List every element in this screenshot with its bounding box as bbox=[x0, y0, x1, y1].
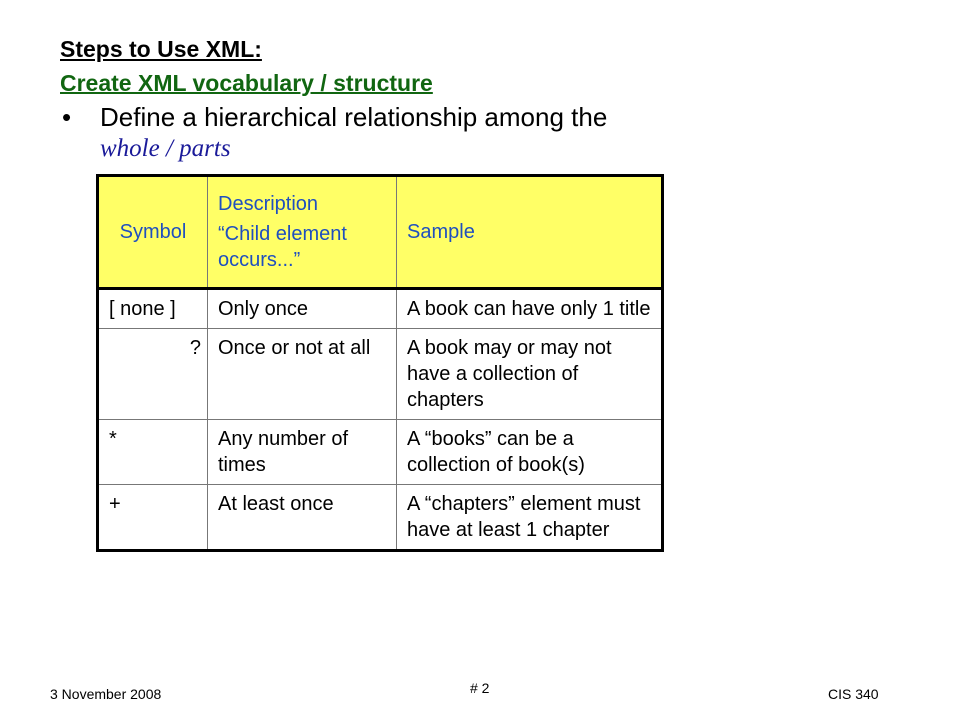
row-symbol: + bbox=[98, 485, 208, 551]
row-sample: A book may or may not have a collection of chapters bbox=[397, 329, 663, 420]
table-row bbox=[98, 420, 663, 485]
header-description-title: Description bbox=[218, 193, 319, 215]
footer-date: 3 November 2008 bbox=[50, 686, 162, 702]
row-symbol: ? bbox=[98, 329, 208, 420]
header-description bbox=[208, 176, 397, 289]
header-description-sub: “Child element occurs...” bbox=[218, 223, 347, 271]
bullet-marker: • bbox=[62, 102, 72, 132]
slide-subtitle: Create XML vocabulary / structure bbox=[60, 70, 433, 96]
row-sample: A “chapters” element must have at least 1 chapter bbox=[397, 485, 663, 551]
footer-course: CIS 340 bbox=[828, 686, 879, 702]
cardinality-table bbox=[96, 174, 664, 552]
table-row bbox=[98, 485, 663, 551]
row-description: Once or not at all bbox=[208, 329, 397, 420]
row-description: Only once bbox=[208, 289, 397, 329]
row-description: Any number of times bbox=[208, 420, 397, 485]
bullet-italic-text: whole / parts bbox=[100, 135, 231, 162]
table-row bbox=[98, 289, 663, 329]
header-symbol: Symbol bbox=[98, 176, 208, 289]
bullet-text: Define a hierarchical relationship among the bbox=[100, 102, 608, 132]
bullet-point bbox=[62, 101, 902, 165]
table-row bbox=[98, 329, 663, 420]
table-header-row bbox=[98, 176, 663, 289]
row-sample: A “books” can be a collection of book(s) bbox=[397, 420, 663, 485]
slide-title: Steps to Use XML: bbox=[60, 36, 262, 62]
row-sample: A book can have only 1 title bbox=[397, 289, 663, 329]
row-symbol: [ none ] bbox=[98, 289, 208, 329]
footer-page-number: # 2 bbox=[470, 680, 490, 696]
header-sample: Sample bbox=[397, 176, 663, 289]
row-description: At least once bbox=[208, 485, 397, 551]
row-symbol: * bbox=[98, 420, 208, 485]
